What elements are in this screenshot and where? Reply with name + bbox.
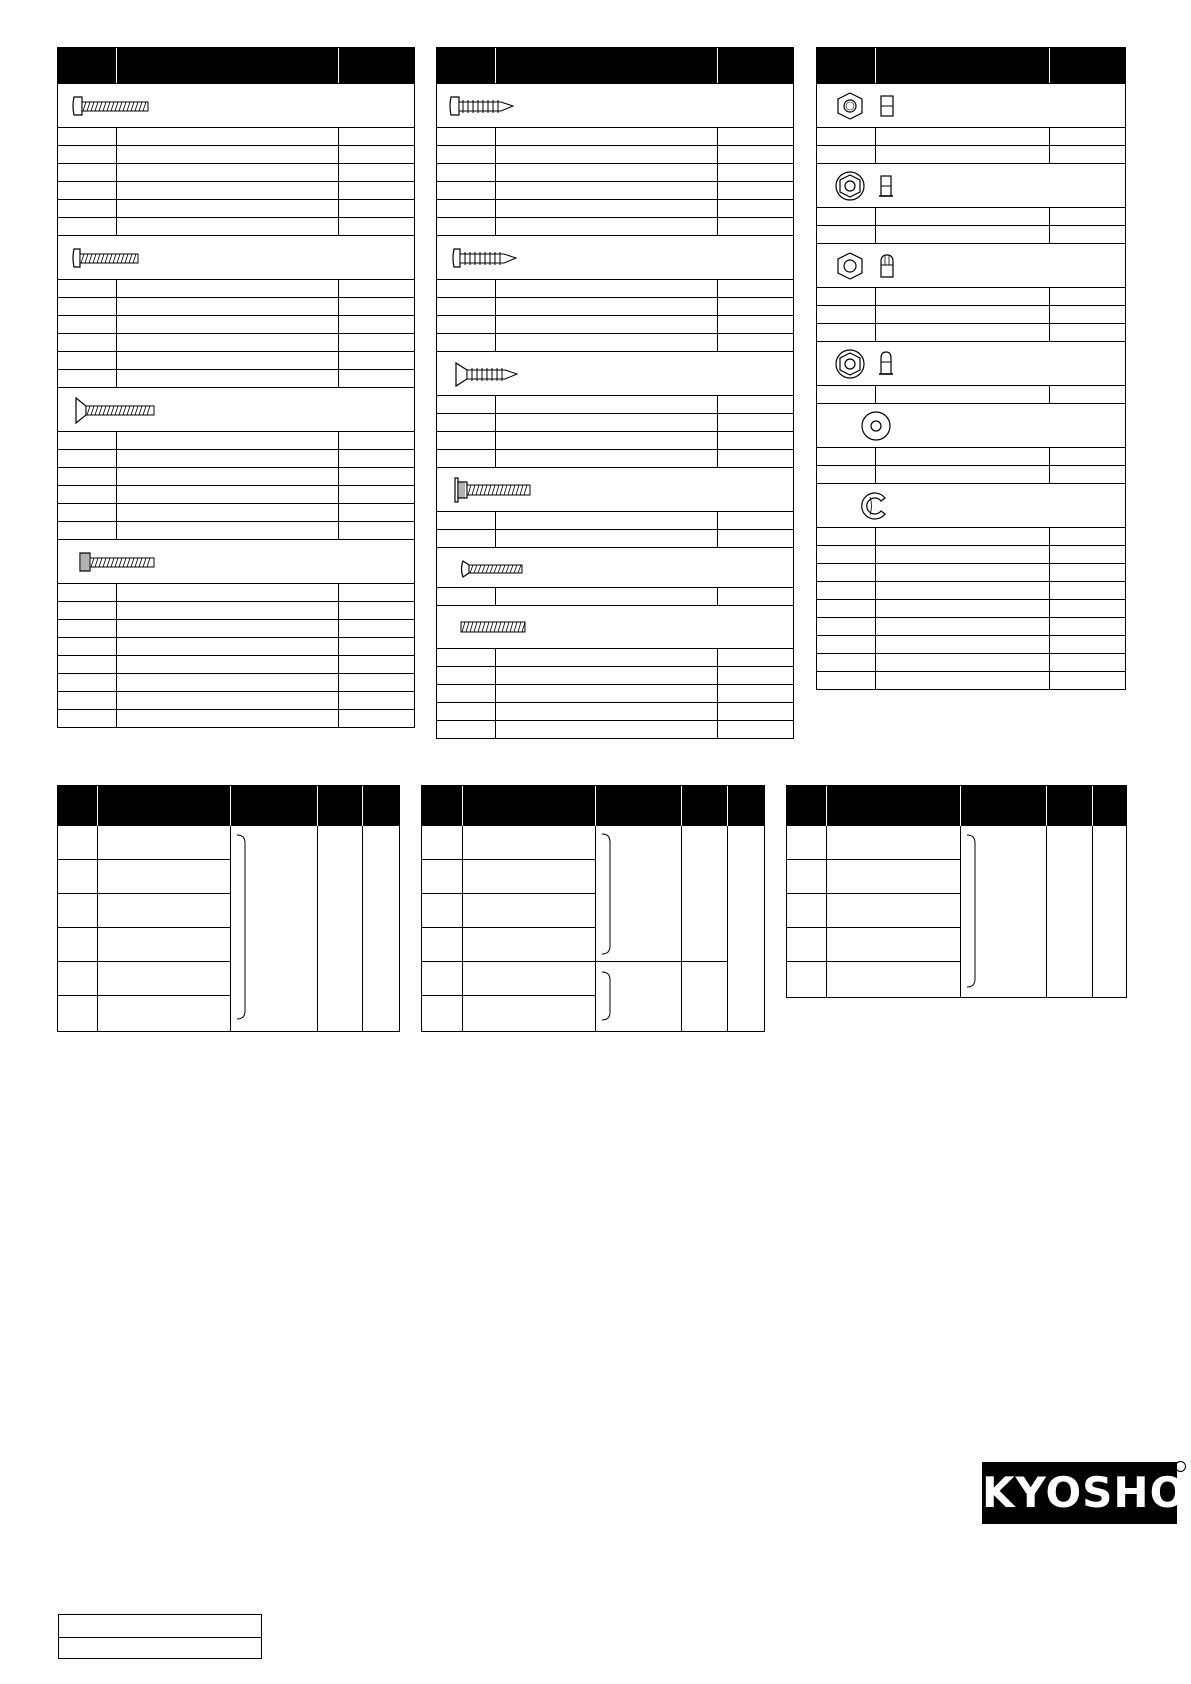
flat-head-tapping-screw-icon: [453, 360, 519, 388]
table-row: [58, 163, 414, 181]
table-row: [58, 619, 414, 637]
registered-mark-icon: [1175, 1461, 1186, 1472]
nut-group-nylon: [817, 243, 1125, 287]
table-cell: [422, 928, 462, 962]
table-cell: [98, 962, 230, 996]
table-cell: [58, 928, 97, 962]
table-row: [437, 431, 793, 449]
table-cell: [58, 894, 97, 928]
flat-head-machine-screw-icon: [72, 396, 156, 424]
logo-text: KYOSHO: [982, 1468, 1187, 1517]
screw-group-button-hex: [437, 547, 793, 587]
table-cell: [98, 996, 230, 1030]
table-header: [787, 786, 1126, 826]
washer-group: [817, 403, 1125, 447]
table-row: [817, 127, 1125, 145]
table-header: [58, 48, 414, 83]
table-row: [437, 297, 793, 315]
flange-nylon-nut-icon: [833, 348, 905, 380]
bracket-icon: [600, 970, 614, 1024]
table-row: [58, 691, 414, 709]
table-cell: [98, 826, 230, 860]
table-row: [437, 529, 793, 547]
nut-group-hex: [817, 83, 1125, 127]
table-row: [58, 655, 414, 673]
set-screw-icon: [459, 618, 527, 636]
table-row: [437, 720, 793, 738]
spec-table-3: [786, 785, 1127, 998]
screw-group-pan-head: [58, 83, 414, 127]
table-row: [817, 305, 1125, 323]
table-header: [817, 48, 1125, 83]
table-row: [58, 127, 414, 145]
table-row: [58, 449, 414, 467]
table-cell: [422, 962, 462, 996]
spec-table-2: [421, 785, 765, 1032]
table-cell: [58, 826, 97, 860]
table-row: [437, 279, 793, 297]
table-cell: [787, 928, 826, 962]
table-cell: [787, 894, 826, 928]
table-row: [58, 485, 414, 503]
table-row: [437, 199, 793, 217]
cap-head-screw-icon: [78, 550, 158, 574]
table-header: [58, 786, 399, 826]
table-cell: [98, 928, 230, 962]
button-head-hex-screw-icon: [461, 558, 525, 580]
table-cell: [422, 996, 462, 1030]
table-row: [58, 279, 414, 297]
table-row: [58, 145, 414, 163]
table-cell: [463, 894, 595, 928]
table-row: [58, 637, 414, 655]
table-cell: [463, 928, 595, 962]
table-row: [58, 333, 414, 351]
screw-group-bind-head: [58, 235, 414, 279]
table-row: [437, 395, 793, 413]
table-row: [437, 449, 793, 467]
table-row: [58, 181, 414, 199]
e-ring-group: [817, 483, 1125, 527]
footer-box-bottom: [58, 1637, 262, 1659]
table-row: [817, 563, 1125, 581]
table-row: [437, 333, 793, 351]
table-row: [58, 297, 414, 315]
screw-group-bind-tapping: [437, 235, 793, 279]
bracket-icon: [965, 833, 979, 991]
footer-box-top: [58, 1614, 262, 1637]
table-row: [817, 581, 1125, 599]
spec-table-1: [57, 785, 400, 1032]
table-cell: [98, 860, 230, 894]
table-cell: [787, 826, 826, 860]
table-row: [437, 315, 793, 333]
table-row: [58, 351, 414, 369]
table-row: [437, 145, 793, 163]
flange-nut-icon: [833, 170, 905, 202]
table-cell: [827, 860, 960, 894]
table-row: [817, 225, 1125, 243]
table-row: [817, 287, 1125, 305]
nut-group-flange: [817, 163, 1125, 207]
table-row: [437, 702, 793, 720]
bind-head-tapping-screw-icon: [452, 246, 518, 270]
screw-group-flange: [437, 467, 793, 511]
table-cell: [422, 894, 462, 928]
table-row: [817, 385, 1125, 403]
table-row: [817, 465, 1125, 483]
nut-group-flange-nylon: [817, 341, 1125, 385]
table-row: [437, 511, 793, 529]
table-cell: [463, 962, 595, 996]
table-cell: [58, 996, 97, 1030]
screw-group-flat-head: [58, 387, 414, 431]
table-cell: [463, 860, 595, 894]
screw-group-cap-head: [58, 539, 414, 583]
table-row: [58, 673, 414, 691]
pan-head-machine-screw-icon: [72, 94, 152, 118]
table-row: [817, 527, 1125, 545]
e-ring-icon: [859, 489, 893, 523]
table-row: [58, 199, 414, 217]
kyosho-logo: [982, 1462, 1187, 1524]
table-row: [817, 653, 1125, 671]
table-cell: [787, 860, 826, 894]
table-row: [58, 521, 414, 539]
flange-screw-icon: [453, 476, 533, 504]
table-row: [817, 599, 1125, 617]
hex-nut-icon: [835, 91, 905, 121]
table-cell: [463, 996, 595, 1030]
nylon-nut-icon: [835, 251, 905, 281]
table-cell: [58, 860, 97, 894]
screw-group-set-screw: [437, 605, 793, 648]
hardware-table-3: [816, 47, 1126, 690]
table-row: [58, 369, 414, 387]
table-row: [437, 648, 793, 666]
screw-group-button-tapping: [437, 83, 793, 127]
table-row: [437, 127, 793, 145]
table-row: [58, 503, 414, 521]
table-cell: [827, 894, 960, 928]
hardware-table-2: [436, 47, 794, 739]
table-cell: [422, 860, 462, 894]
table-cell: [827, 928, 960, 962]
table-cell: [787, 962, 826, 996]
table-row: [817, 617, 1125, 635]
table-row: [817, 671, 1125, 689]
table-cell: [58, 962, 97, 996]
table-row: [437, 163, 793, 181]
table-row: [437, 684, 793, 702]
table-row: [58, 467, 414, 485]
screw-group-flat-tapping: [437, 351, 793, 395]
table-row: [58, 601, 414, 619]
table-header: [437, 48, 793, 83]
table-row: [437, 666, 793, 684]
bind-head-machine-screw-icon: [72, 246, 142, 270]
table-row: [817, 545, 1125, 563]
button-head-tapping-screw-icon: [449, 94, 515, 118]
table-cell: [463, 826, 595, 860]
hardware-table-1: [57, 47, 415, 728]
bracket-icon: [235, 833, 249, 1023]
table-cell: [422, 826, 462, 860]
washer-icon: [859, 410, 893, 442]
table-row: [58, 315, 414, 333]
table-row: [58, 431, 414, 449]
bracket-icon: [600, 832, 614, 958]
table-row: [817, 635, 1125, 653]
table-row: [817, 447, 1125, 465]
table-row: [58, 217, 414, 235]
table-header: [422, 786, 764, 826]
table-row: [437, 587, 793, 605]
table-row: [437, 217, 793, 235]
table-row: [437, 413, 793, 431]
table-row: [817, 145, 1125, 163]
table-row: [58, 709, 414, 727]
table-row: [817, 323, 1125, 341]
table-row: [817, 207, 1125, 225]
table-cell: [98, 894, 230, 928]
table-row: [58, 583, 414, 601]
table-cell: [827, 962, 960, 996]
table-row: [437, 181, 793, 199]
table-cell: [827, 826, 960, 860]
